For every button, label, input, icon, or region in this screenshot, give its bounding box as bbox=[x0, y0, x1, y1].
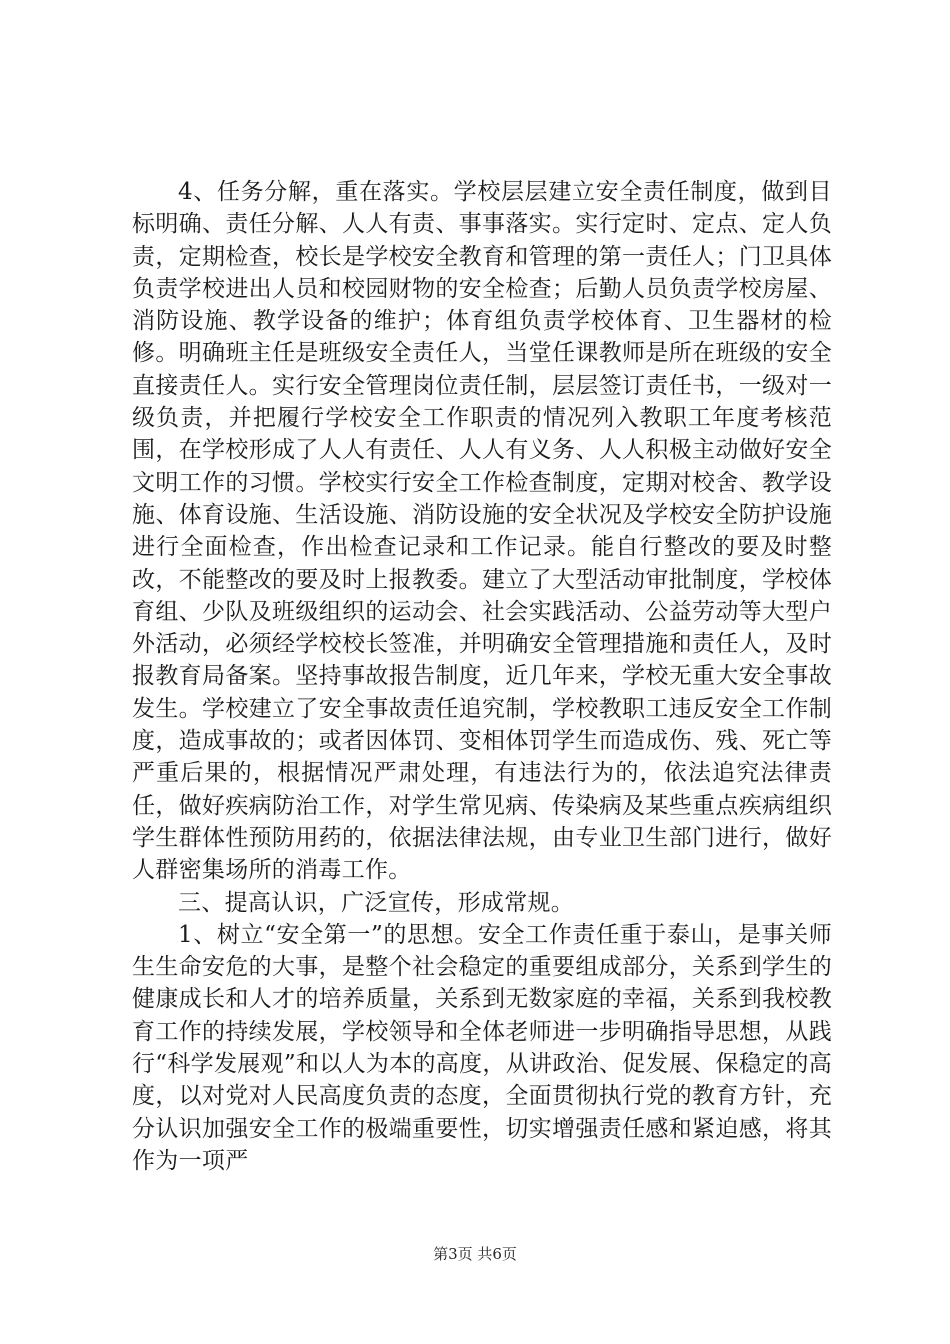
paragraph-task-breakdown: 4、任务分解，重在落实。学校层层建立安全责任制度，做到目标明确、责任分解、人人有责、事事落实。实行定时、定点、定人负责，定期检查，校长是学校安全教育和管理的第一责任人；门卫具体负责学校进出人员和校园财物的安全检查；后勤人员负责学校房屋、消防设施、教学设备的维护；体育组负责学校体育、卫生器材的检修。明确班主任是班级安全责任人，当堂任课教师是所在班级的安全直接责任人。实行安全管理岗位责任制，层层签订责任书，一级对一级负责，并把履行学校安全工作职责的情况列入教职工年度考核范围，在学校形成了人人有责任、人人有义务、人人积极主动做好安全文明工作的习惯。学校实行安全工作检查制度，定期对校舍、教学设施、体育设施、生活设施、消防设施的安全状况及学校安全防护设施进行全面检查，作出检查记录和工作记录。能自行整改的要及时整改，不能整改的要及时上报教委。建立了大型活动审批制度，学校体育组、少队及班级组织的运动会、社会实践活动、公益劳动等大型户外活动，必须经学校校长签准，并明确安全管理措施和责任人，及时报教育局备案。坚持事故报告制度，近几年来，学校无重大安全事故发生。学校建立了安全事故责任追究制，学校教职工违反安全工作制度，造成事故的；或者因体罚、变相体罚学生而造成伤、残、死亡等严重后果的，根据情况严肃处理，有违法行为的，依法追究法律责任，做好疾病防治工作，对学生常见病、传染病及某些重点疾病组织学生群体性预防用药的，依据法律法规，由专业卫生部门进行，做好人群密集场所的消毒工作。 bbox=[132, 179, 832, 884]
paragraph-safety-first: 1、树立“安全第一”的思想。安全工作责任重于泰山，是事关师生生命安危的大事，是整个社会稳定的重要组成部分，关系到学生的健康成长和人才的培养质量，关系到无数家庭的幸福，关系到我校教育工作的持续发展，学校领导和全体老师进一步明确指导思想，从践行“科学发展观”和以人为本的高度，从讲政治、促发展、保稳定的高度，以对党对人民高度负责的态度，全面贯彻执行党的教育方针，充分认识加强安全工作的极端重要性，切实增强责任感和紧迫感，将其作为一项严 bbox=[132, 921, 832, 1174]
page-number-footer: 第3页 共6页 bbox=[433, 1245, 517, 1263]
section-heading-awareness: 三、提高认识，广泛宣传，形成常规。 bbox=[178, 889, 575, 916]
document-body bbox=[132, 176, 832, 1177]
